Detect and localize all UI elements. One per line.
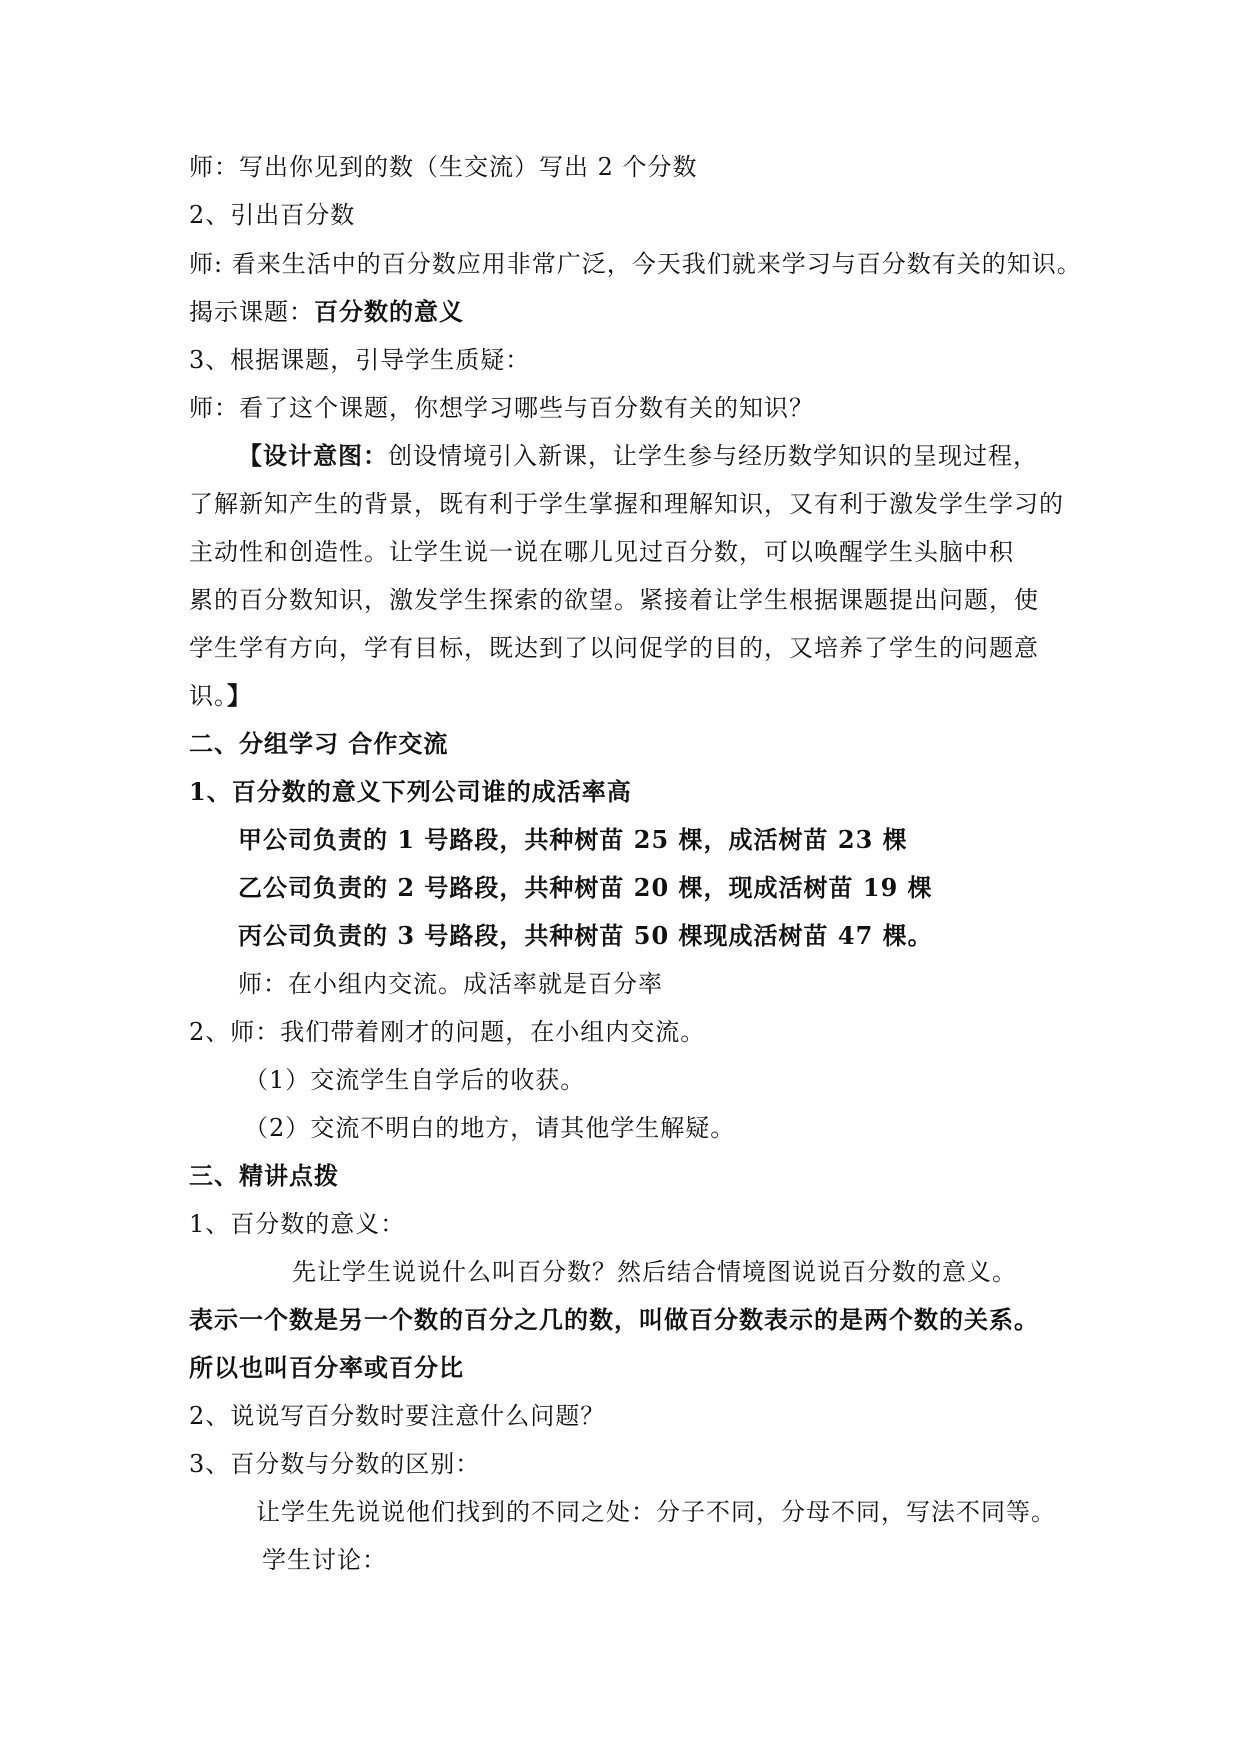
line-group-exchange: 师：在小组内交流。成活率就是百分率 — [238, 970, 663, 998]
line-reveal-topic — [189, 297, 464, 327]
line-which-company: 1、百分数的意义下列公司谁的成活率高 — [189, 777, 632, 806]
line-students-say: 先让学生说说什么叫百分数？然后结合情境图说说百分数的意义。 — [292, 1258, 1017, 1286]
design-end-text: 识。 — [189, 682, 227, 710]
line-teacher-life: 师: 看来生活中的百分数应用非常广泛，今天我们就来学习与百分数有关的知识。 — [189, 250, 1082, 278]
line-writing-notes: 2、说说写百分数时要注意什么问题？ — [189, 1402, 606, 1430]
line-company-jia: 甲公司负责的 1 号路段，共种树苗 25 棵，成活树苗 23 棵 — [238, 825, 908, 854]
line-question-guide: 3、根据课题，引导学生质疑： — [189, 346, 531, 374]
line-also-called: 所以也叫百分率或百分比 — [189, 1353, 464, 1382]
design-end-bracket: 】 — [227, 681, 252, 710]
line-teacher-bring: 2、师：我们带着刚才的问题，在小组内交流。 — [189, 1018, 706, 1046]
reveal-label: 揭示课题： — [189, 298, 314, 326]
line-difference: 3、百分数与分数的区别： — [189, 1450, 481, 1478]
line-design-intent — [238, 441, 1038, 471]
topic-title: 百分数的意义 — [314, 297, 464, 326]
line-student-discuss: 学生讨论： — [262, 1546, 387, 1574]
line-definition: 表示一个数是另一个数的百分之几的数，叫做百分数表示的是两个数的关系。 — [189, 1305, 1039, 1334]
line-design-2: 了解新知产生的背景，既有利于学生掌握和理解知识，又有利于激发学生学习的 — [189, 490, 1064, 518]
line-exchange-2: （2）交流不明白的地方，请其他学生解疑。 — [244, 1114, 736, 1142]
line-design-3: 主动性和创造性。让学生说一说在哪儿见过百分数，可以唤醒学生头脑中积 — [189, 538, 1014, 566]
section-two-heading: 二、分组学习 合作交流 — [189, 729, 449, 758]
line-find-differences: 让学生先说说他们找到的不同之处：分子不同，分母不同，写法不同等。 — [256, 1498, 1056, 1526]
design-intent-label: 【设计意图： — [238, 441, 388, 470]
line-design-4: 累的百分数知识，激发学生探索的欲望。紧接着让学生根据课题提出问题，使 — [189, 586, 1039, 614]
line-teacher-write: 师：写出你见到的数（生交流）写出 2 个分数 — [189, 153, 698, 181]
line-design-5: 学生学有方向，学有目标，既达到了以问促学的目的，又培养了学生的问题意 — [189, 634, 1039, 662]
section-three-heading: 三、精讲点拨 — [189, 1161, 339, 1190]
line-introduce-percent: 2、引出百分数 — [189, 201, 356, 229]
line-exchange-1: （1）交流学生自学后的收获。 — [244, 1066, 586, 1094]
design-intent-text: 创设情境引入新课，让学生参与经历数学知识的呈现过程， — [388, 442, 1038, 470]
line-company-yi: 乙公司负责的 2 号路段，共种树苗 20 棵，现成活树苗 19 棵 — [238, 873, 933, 902]
line-design-6 — [189, 681, 252, 711]
line-teacher-ask: 师：看了这个课题，你想学习哪些与百分数有关的知识？ — [189, 394, 814, 422]
line-percent-meaning: 1、百分数的意义： — [189, 1210, 406, 1238]
line-company-bing: 丙公司负责的 3 号路段，共种树苗 50 棵现成活树苗 47 棵。 — [238, 921, 933, 950]
